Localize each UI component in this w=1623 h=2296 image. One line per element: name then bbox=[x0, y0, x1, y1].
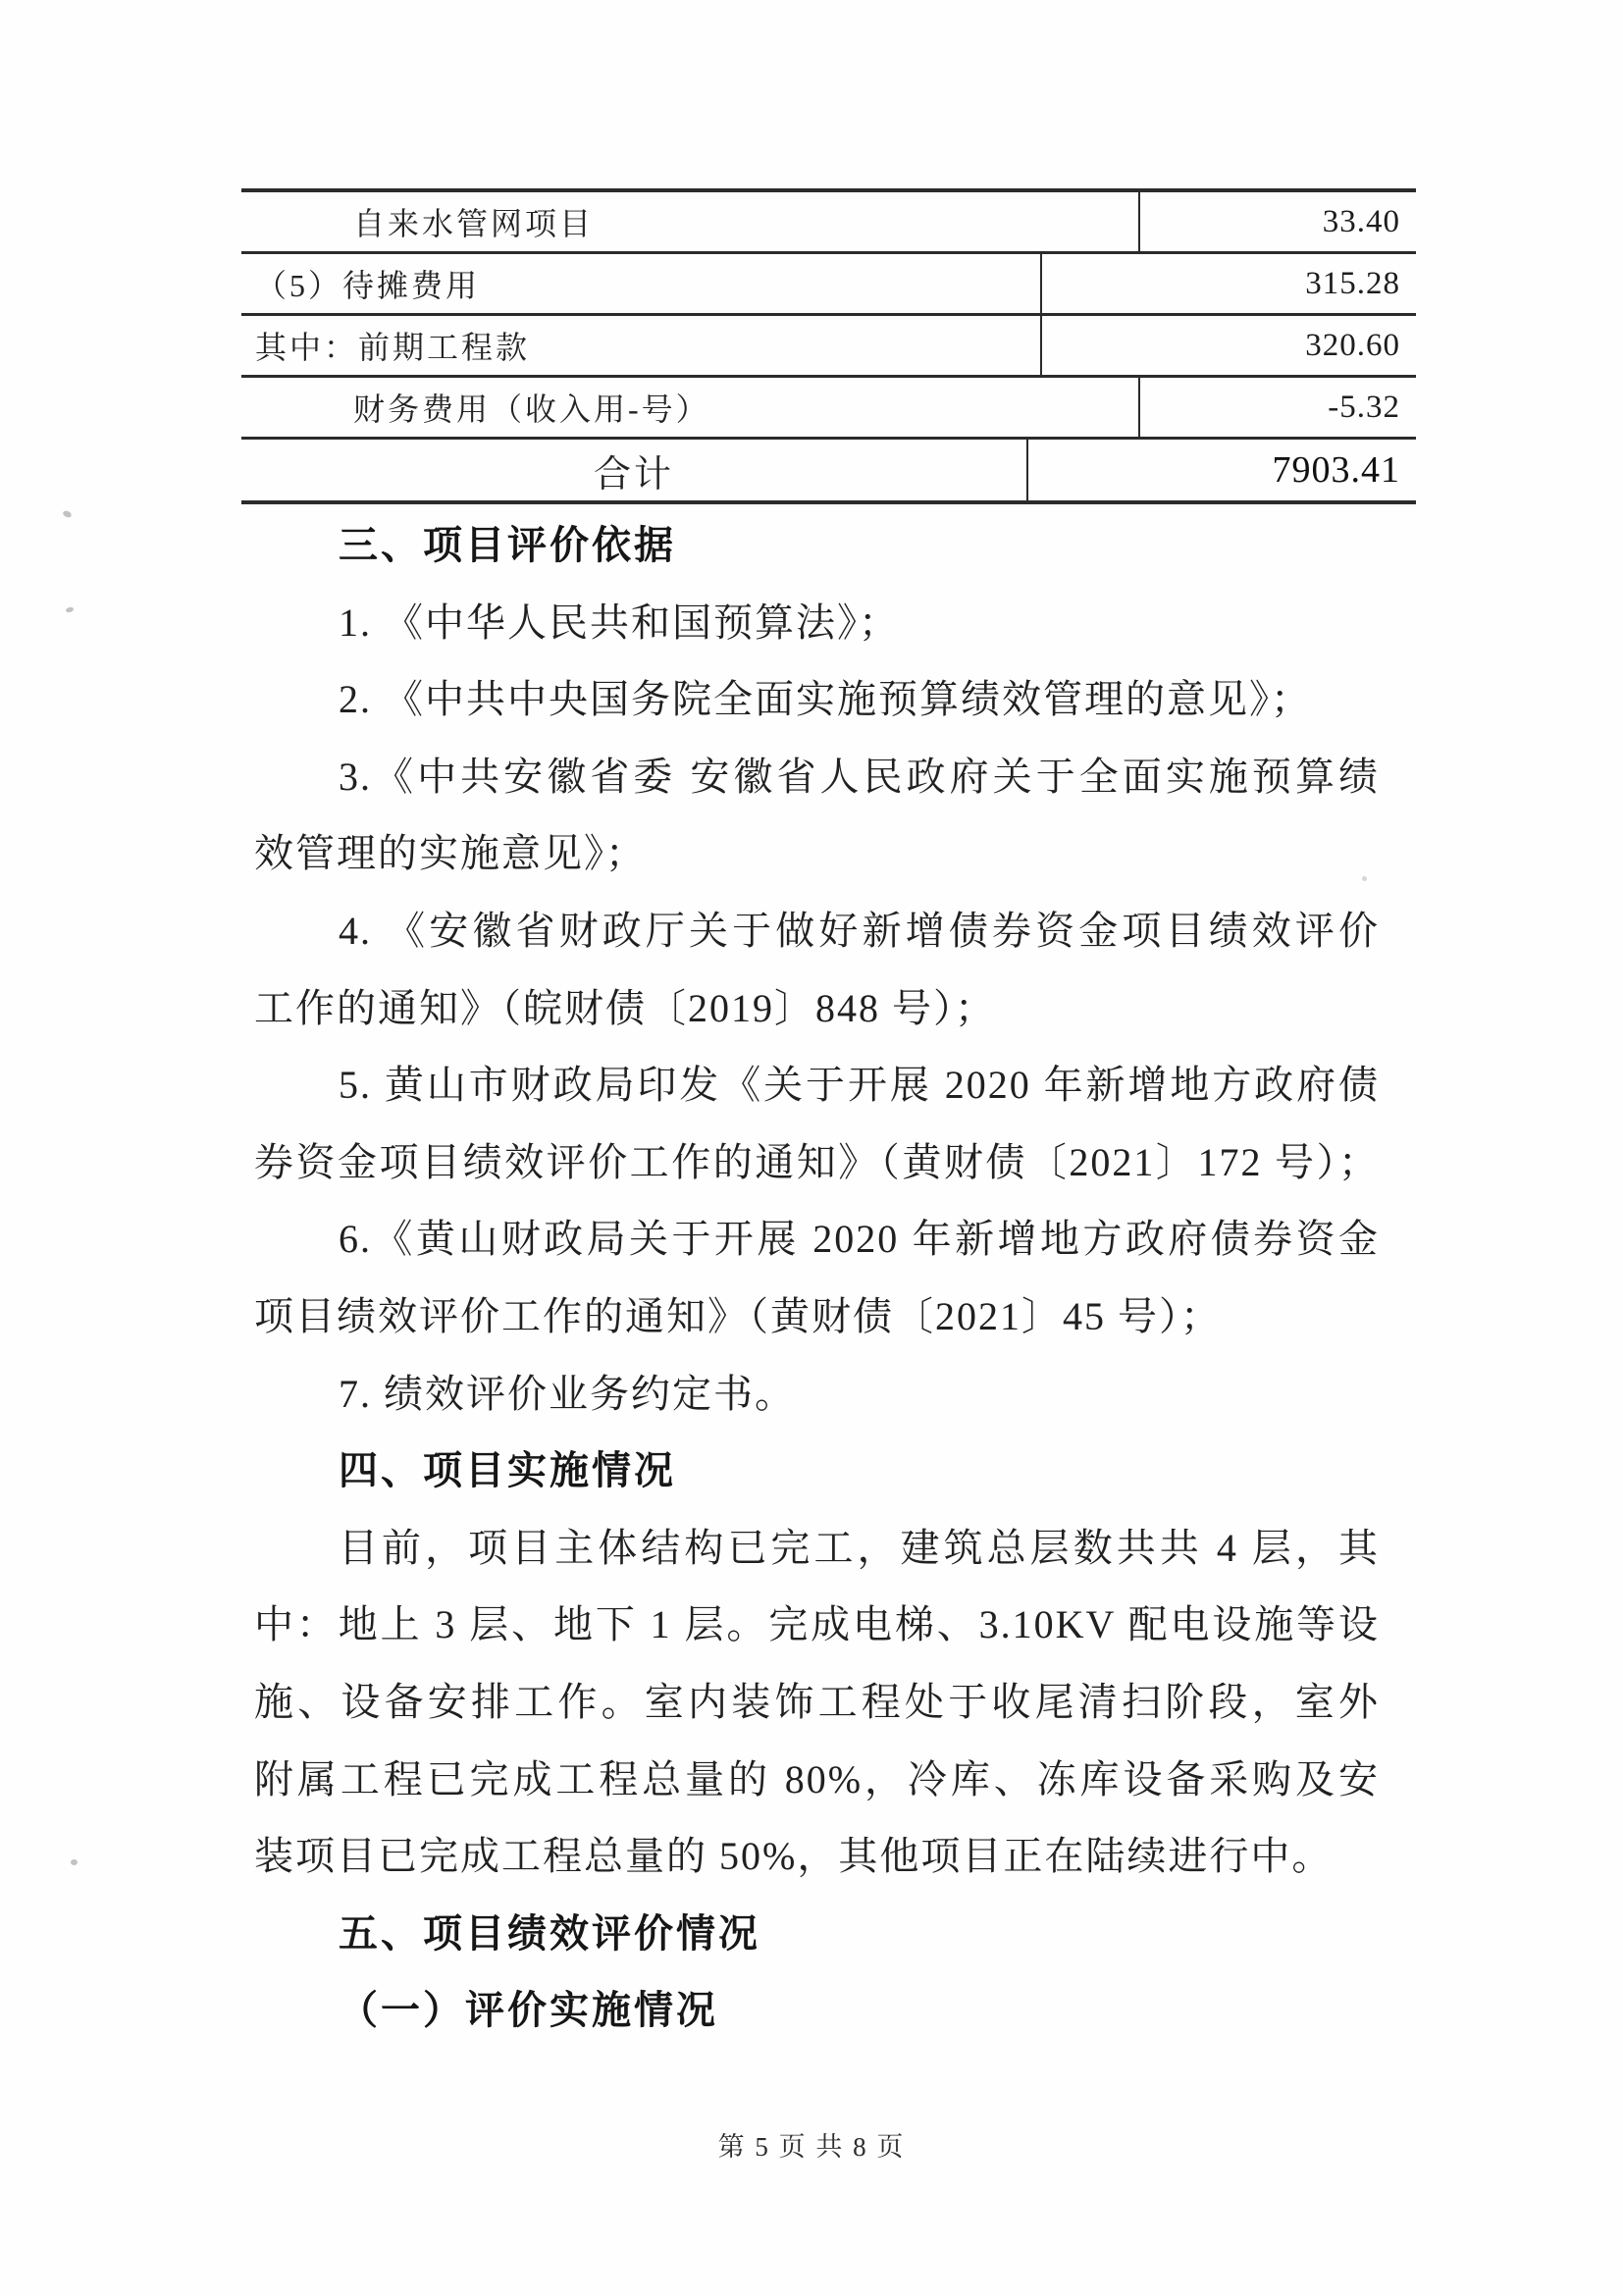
paragraph-line-5: 装项目已完成工程总量的 50%，其他项目正在陆续进行中。 bbox=[254, 1834, 1334, 1879]
table-total-row bbox=[241, 440, 1416, 500]
scan-artifact bbox=[65, 606, 74, 613]
table-row bbox=[241, 378, 1416, 440]
table-row bbox=[241, 192, 1416, 254]
paragraph-line-2: 中：地上 3 层、地下 1 层。完成电梯、3.10KV 配电设施等设 bbox=[254, 1602, 1380, 1647]
list-item-4: 4. 《安徽省财政厅关于做好新增债券资金项目绩效评价 bbox=[339, 908, 1380, 953]
paragraph-line-4: 附属工程已完成工程总量的 80%，冷库、冻库设备采购及安 bbox=[254, 1756, 1380, 1801]
list-item-5-cont: 券资金项目绩效评价工作的通知》（黄财债〔2021〕172 号）； bbox=[254, 1139, 1380, 1184]
section-heading-5: 五、项目绩效评价情况 bbox=[339, 1910, 760, 1956]
list-item-5: 5. 黄山市财政局印发《关于开展 2020 年新增地方政府债 bbox=[339, 1063, 1380, 1108]
table-row bbox=[241, 254, 1416, 316]
list-item-1: 1. 《中华人民共和国预算法》； bbox=[339, 600, 900, 645]
section-heading-3: 三、项目评价依据 bbox=[339, 523, 676, 567]
list-item-3-cont: 效管理的实施意见》； bbox=[254, 831, 647, 876]
table-row-value: 320.60 bbox=[1305, 327, 1400, 363]
paragraph-line-1: 目前，项目主体结构已完工，建筑总层数共共 4 层，其 bbox=[339, 1525, 1380, 1570]
table-row bbox=[241, 316, 1416, 378]
paragraph-line-3: 施、设备安排工作。室内装饰工程处于收尾清扫阶段，室外 bbox=[254, 1679, 1380, 1724]
table-total-value: 7903.41 bbox=[1272, 449, 1400, 491]
list-item-4-cont: 工作的通知》（皖财债〔2019〕848 号）； bbox=[254, 985, 996, 1030]
table-row-value: 315.28 bbox=[1305, 265, 1400, 301]
table-total-label: 合计 bbox=[241, 440, 1028, 500]
table-row-label: 自来水管网项目 bbox=[241, 192, 1140, 251]
section-heading-4: 四、项目实施情况 bbox=[339, 1448, 676, 1493]
table-row-label: 其中：前期工程款 bbox=[241, 316, 1042, 375]
scan-artifact bbox=[71, 1859, 78, 1865]
document-body bbox=[241, 507, 1380, 2050]
list-item-3: 3.《中共安徽省委 安徽省人民政府关于全面实施预算绩 bbox=[339, 754, 1380, 799]
scan-artifact bbox=[1362, 876, 1367, 881]
table-row-value: -5.32 bbox=[1328, 389, 1400, 425]
list-item-6-cont: 项目绩效评价工作的通知》（黄财债〔2021〕45 号）； bbox=[254, 1293, 1222, 1338]
cost-summary-table bbox=[241, 188, 1416, 504]
list-item-2: 2. 《中共中央国务院全面实施预算绩效管理的意见》； bbox=[339, 677, 1312, 722]
table-row-value: 33.40 bbox=[1322, 203, 1400, 239]
page-number: 第 5 页 共 8 页 bbox=[717, 2132, 906, 2162]
list-item-6: 6.《黄山财政局关于开展 2020 年新增地方政府债券资金 bbox=[339, 1217, 1380, 1262]
list-item-7: 7. 绩效评价业务约定书。 bbox=[339, 1371, 796, 1416]
subsection-heading-1: （一）评价实施情况 bbox=[339, 1988, 718, 2033]
table-row-label: （5）待摊费用 bbox=[241, 254, 1042, 313]
table-row-label: 财务费用（收入用-号） bbox=[241, 378, 1140, 437]
scan-artifact bbox=[62, 509, 73, 518]
